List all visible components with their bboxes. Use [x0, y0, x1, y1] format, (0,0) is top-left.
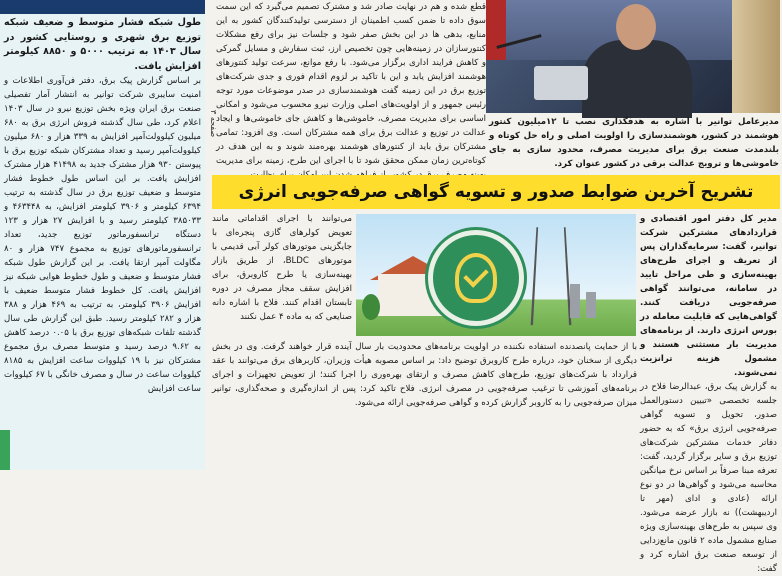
left-column-top-strip: [0, 0, 205, 14]
page-number-label: صفحه ۳: [209, 110, 218, 138]
article-right-body: به گزارش پیک برق، عبدالرضا فلاح در جلسه تخصصی «تبیین دستورالعمل صدور، تحویل و تسویه گواهی صرفه‌جویی انرژی برق» که به حضور دفاتر خدمات مشترکین شرکت‌های توزیع برق و سایر برگزار گردید، گفت: تعرفه مبنا صرفاً بر اساس نرخ میانگین محاسبه می‌شود و گواهی‌ها در دو نوع ارائه (عادی و ادای (مهر تا اردیبهشت)) نه بازار عرضه می‌شود. وی سپس به طرح‌های بهینه‌سازی ویژه صنایع مشمول ماده ۲ قانون مانع‌زدایی از توسعه صنعت برق اشاره کرد و گفت:: [640, 382, 777, 574]
lightbulb-check-badge-icon: [428, 230, 524, 326]
article-headline: تشریح آخرین ضوابط صدور و تسویه گواهی صرفه‌جویی انرژی: [212, 175, 780, 209]
article-left-body: می‌توانند با اجرای اقداماتی مانند تعویض کولرهای گازی پنجره‌ای با جایگزینی موتورهای کولر آبی قدیمی با موتورهای BLDC، از طریق بازار بهینه‌سازی یا طرح کاروبرق، برای افزایش سقف مجاز مصرف در دوره تابستان اقدام کنند. فلاح با اشاره دانه صنایعی که به ماده ۴ عمل نکنند: [212, 214, 352, 322]
photo-caption: مدیرعامل توانیر با اشاره به هدفگذاری نصب تا ۱۲میلیون کنتور هوشمند در کشور، هوشمندسازی را اولویت اصلی و راه حل کوتاه و بلندمدت صنعت برق برای مدیریت مصرف، محدود سازی به جای خاموشی‌ها و ترویج عدالت برقی در کشور عنوان کرد.: [489, 117, 779, 169]
power-plant-chimney: [570, 284, 580, 318]
article-bottom-body: با از حمایت پانصدنده استفاده نکننده در اولویت برنامه‌های محدودیت بار سال آینده قرار خواهند گرفت. وی در بخش دیگری از سخنان خود، درباره طرح کاروبرق توضیح داد: بر اساس مصوبه هیأت وزیران، کاربرهای برق می‌توانند با عقد قرارداد با شرکت‌های توزیع، طرح‌های کاهش مصرف و ارتقای بهره‌وری را اجرا کنند؛ از تعویض تجهیزات و اجرای برنامه‌های آموزشی تا ترغیب صرفه‌جویی در مصرف انرژی. فلاح تاکید کرد: پس از اندازه‌گیری و صحه‌گذاری، توانیر میزان صرفه‌جویی را به کاروبر گزارش کرده و گواهی صرفه‌جویی ارائه می‌شود.: [212, 342, 637, 408]
power-pylon-shape: [531, 227, 572, 325]
photo-curtain: [732, 0, 780, 113]
tree-shape: [362, 294, 380, 320]
top-middle-body: قطع شده و هم در نهایت صادر شد و مشترک تصمیم می‌گیرد که این سمت سوق داده تا ضمن کسب اطمینان از دسترسی تولیدکنندگان کشور به این منابع، بدهی ها در این بخش صفر شود و جلسات نیز برای رفع مشکلات کنتورسازان در زمینه‌هایی چون تخصیص ارز، ثبت سفارش و مسایل گمرکی و کاهش فرایند اداری برگزار می‌شود. با رفع موانع، سرعت تولید کنتورهای هوشمند افزایش یابد و این با تاکید بر لزوم اقدام فوری و جدی شرکت‌های توزیع برق در این زمینه گفت هوشمندسازی در صدر موضوعات مورد توجه رئیس جمهور و از اولویت‌های اصلی وزارت نیرو محسوب می‌شود و امکانی اساسی برای مدیریت مصرف، خاموشی‌ها و کاهش جای خاموشی‌ها و ایجاد عدالت در توزیع و عدالت برق برای همه مشترکان است. وی افزود: تمامی مشترکان برق باید از کنتورهای هوشمند بهره‌مند شوند و به این هدف در کوتاه‌ترین زمان ممکن محقق شود تا با اجرای این طرح، زمینه برای مدیریت: [216, 2, 486, 166]
article-lead: مدیر کل دفتر امور اقتصادی و قراردادهای مشترکین شرکت توانیر، گفت: سرمایه‌گذاران پس از تعریف و اجرای طرح‌های بهینه‌سازی و طی مراحل تایید در سامانه، می‌توانند گواهی صرفه‌جویی دریافت کنند. گواهی‌هایی که قابلیت معامله در بورس انرژی دارند. از برنامه‌های مدیریت بار مستثنی هستند و مشمول هزینه ترانزیت نمی‌شوند.: [640, 214, 777, 378]
ceo-photo: [486, 0, 780, 113]
left-news-column: [0, 0, 205, 470]
photo-person-head: [616, 4, 656, 50]
article-bottom-column: [212, 340, 637, 470]
top-middle-column: [216, 0, 486, 170]
left-column-accent-bar: [0, 430, 10, 470]
article-right-column: [640, 212, 777, 574]
photo-laptop: [534, 66, 588, 100]
left-column-body: بر اساس گزارش پیک برق، دفتر فن‌آوری اطلاعات و امنیت سایبری شرکت توانیر به انتشار آمار تفصیلی صنعت برق ایران ویژه بخش توزیع نیرو در سال ۱۴۰۳ اعلام کرد، طی سال گذشته فروش انرژی برق به ۶۸۰ میلیون کیلوولت‌آمپر افزایش به ۳۳۹ هزار و ۶۸۰ میلیون کیلوولت‌آمپر رسید و تعداد مشترکان شبکه توزیع برق با پیوستن ۹۳۰ هزار مشترک جدید به ۴۱۴۹۸ هزار مشترک افزایش یافت. بر این اساس طول خطوط فشار متوسط و ضعیف توزیع برق در سال گذشته به ترتیب ۶۳۹۴ کیلومتر و ۳۹۰۶ کیلومتر افزایش، به ۴۶۳۴۴۸ و ۳۸۵۰۳۳ کیلومتر رسید و با افزایش ۲۷ هزار و ۱۲۳ دستگاه ترانسفورماتور توزیع جدید، تعداد ترانسفورماتورهای توزیع به مجموع ۷۴۷ هزار و ۸۰ مگاولت آمپر ارتقا یافت. بر این گزارش طول شبکه فشار متوسط و ضعیف و طول خطوط هوایی شبکه نیز افزایش یافت. کل خطوط فشار متوسط ضعیف با افزایش ۳۹۰۶ کیلومتر، به ترتیب به ۴۶۹ هزار و ۳۸۸ هزار و ۲۸۲ کیلومتر رسید. طبق این گزارش طی سال گذشته تلفات شبکه‌های توزیع برق با ۰.۰۵ درصد کاهش به ۹.۶۲ درصد رسید و متوسط مصرف برق مجموع مشترکان نیز با ۱۹ کیلووات ساعت افزایش به ۸۱۸۵ کیلووات ساعت در سال و مصرف خانگی با ۶۷ کیلووات ساعت افزایش: [4, 76, 202, 394]
photo-flag: [486, 0, 506, 60]
energy-certificate-illustration: [356, 214, 636, 336]
left-column-lead: طول شبکه فشار متوسط و ضعیف شبکه توزیع برق شهری و روستایی کشور در سال ۱۴۰۳ به ترتیب ۵۰۰۰ و ۸۸۵۰ کیلومتر افزایش یافت.: [4, 17, 201, 72]
photo-person-body: [582, 40, 692, 118]
power-plant-chimney: [586, 292, 596, 318]
article-left-column: [212, 212, 352, 340]
